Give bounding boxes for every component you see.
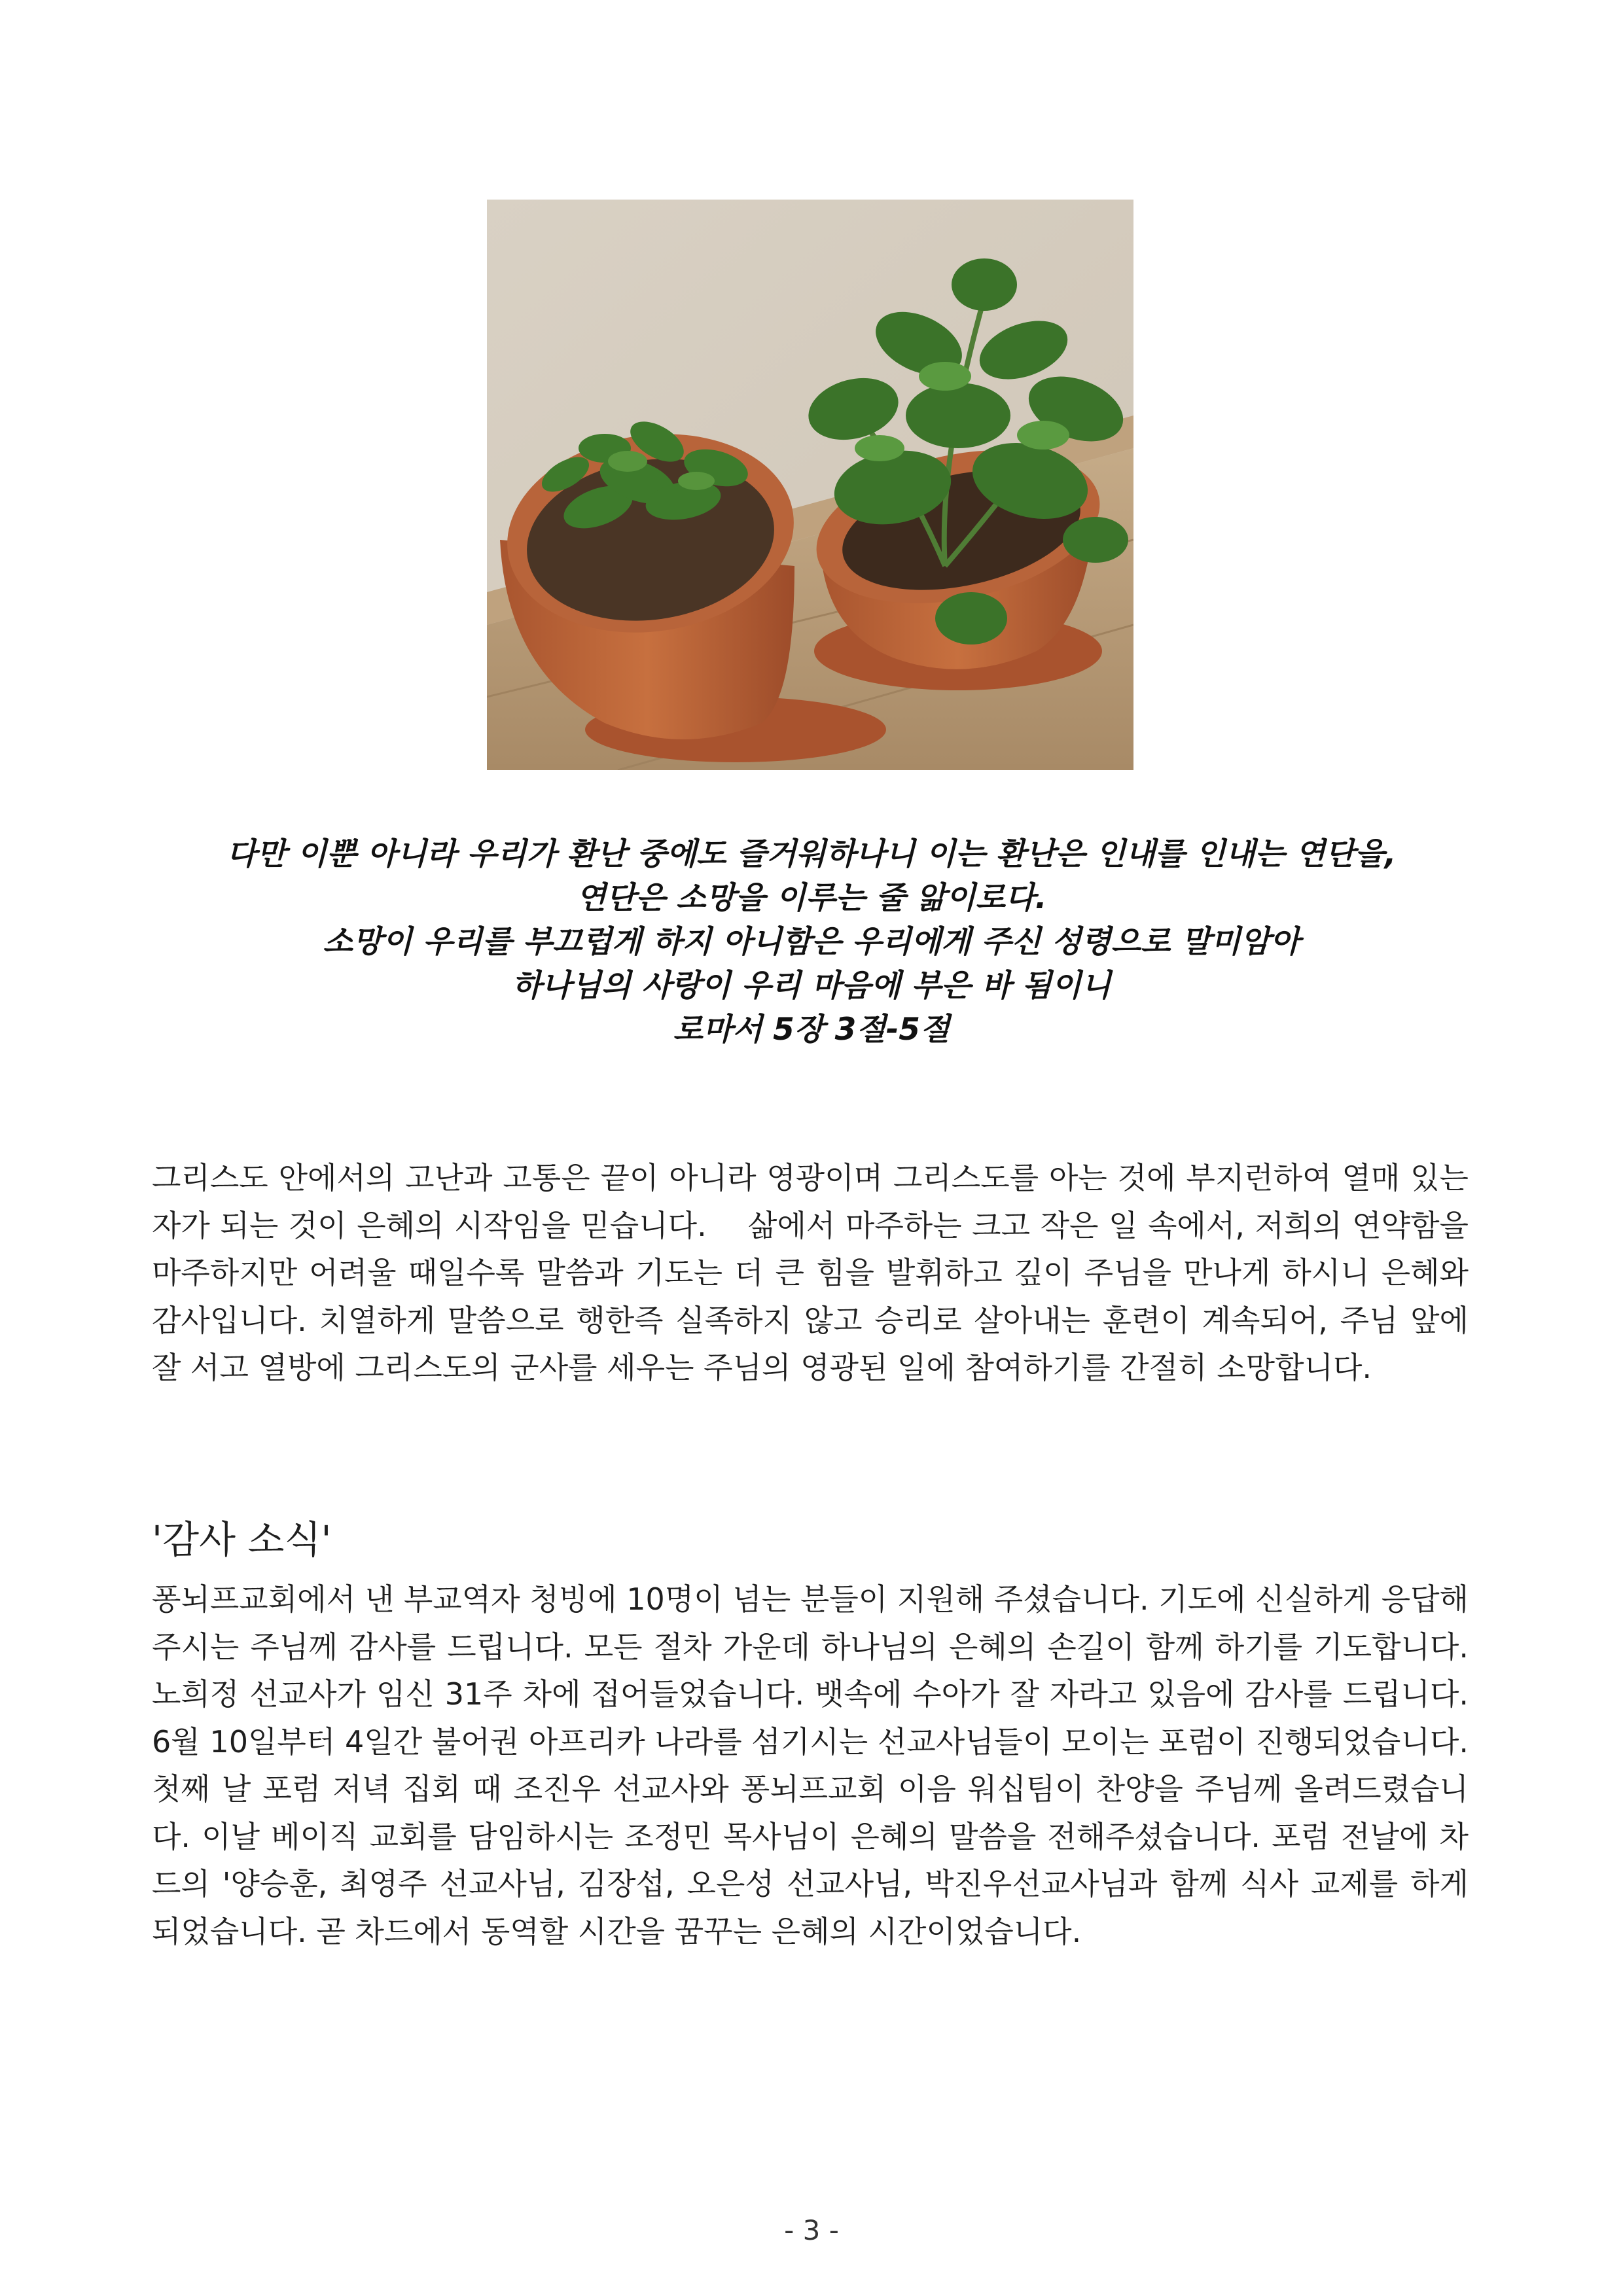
- verse-line: 연단은 소망을 이루는 줄 앎이로다.: [576, 880, 1047, 916]
- verse-line: 소망이 우리를 부끄럽게 하지 아니함은 우리에게 주신 성령으로 말미암아: [323, 924, 1300, 960]
- verse-reference: 로마서 5장 3절-5절: [673, 1012, 950, 1048]
- body-paragraph-2: 퐁뇌프교회에서 낸 부교역자 청빙에 10명이 넘는 분들이 지원해 주셨습니다. 기도에 신실하게 응답해 주시는 주님께 감사를 드립니다. 모든 절차 가운데 하나님의 은혜의 손길이 함께 하기를 기도합니다. 노희정 선교사가 임신 31주 차에 접어들었습니다. 뱃속에 수아가 잘 자라고 있음에 감사를 드립니다. 6월 10일부터 4일간 불어권 아프리카 나라를 섬기시는 선교사님들이 모이는 포럼이 진행되었습니다. 첫째 날 포럼 저녁 집회 때 조진우 선교사와 퐁뇌프교회 이음 워십팀이 찬양을 주님께 올려드렸습니다. 이날 베이직 교회를 담임하시는 조정민 목사님이 은혜의 말씀을 전해주셨습니다. 포럼 전날에 차드의 '양승훈, 최영주 선교사님, 김장섭, 오은성 선교사님, 박진우선교사님과 함께 식사 교제를 하게 되었습니다. 곧 차드에서 동역할 시간을 꿈꾸는 은혜의 시간이었습니다.: [152, 1581, 1469, 1949]
- body-paragraph-1: 그리스도 안에서의 고난과 고통은 끝이 아니라 영광이며 그리스도를 아는 것에 부지런하여 열매 있는 자가 되는 것이 은혜의 시작임을 믿습니다. 삶에서 마주하는 크고 작은 일 속에서, 저희의 연약함을 마주하지만 어려울 때일수록 말씀과 기도는 더 큰 힘을 발휘하고 깊이 주님을 만나게 하시니 은혜와 감사입니다. 치열하게 말씀으로 행한즉 실족하지 않고 승리로 살아내는 훈련이 계속되어, 주님 앞에 잘 서고 열방에 그리스도의 군사를 세우는 주님의 영광된 일에 참여하기를 간절히 소망합니다.: [152, 1160, 1469, 1385]
- section-heading: '감사 소식': [152, 1517, 332, 1562]
- verse-line: 하나님의 사랑이 우리 마음에 부은 바 됨이니: [512, 968, 1111, 1004]
- verse-line: 다만 이뿐 아니라 우리가 환난 중에도 즐거워하나니 이는 환난은 인내를 인내는 연단을,: [226, 836, 1397, 872]
- potted-plants-photo: [487, 200, 1133, 770]
- page-number: - 3 -: [784, 2214, 839, 2246]
- scripture-verse: [131, 832, 1492, 1051]
